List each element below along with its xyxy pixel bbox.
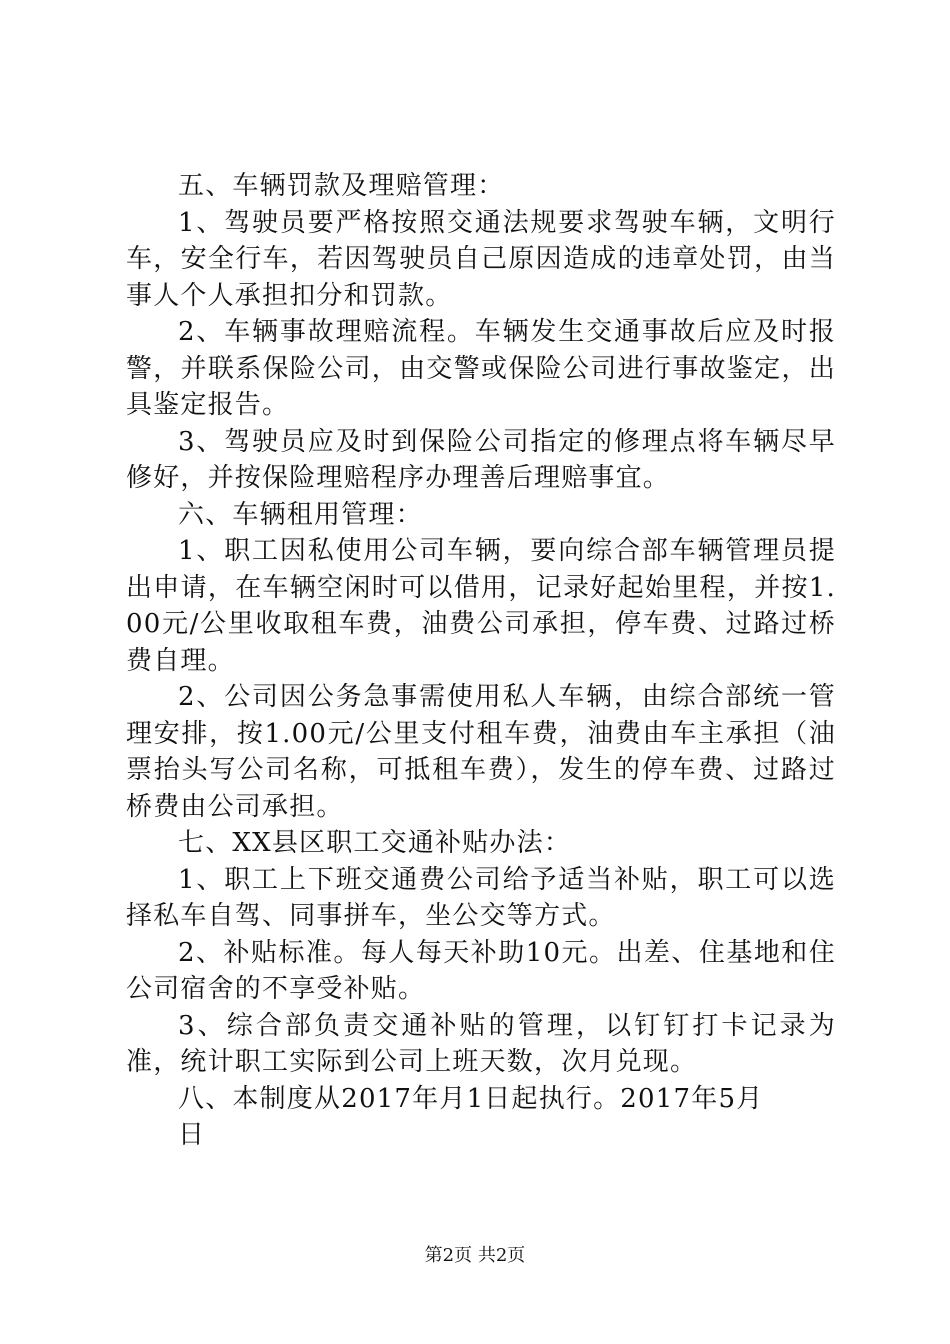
paragraph-7-2: 2、补贴标准。每人每天补助10元。出差、住基地和住公司宿舍的不享受补贴。	[126, 937, 836, 1004]
paragraph-7-1: 1、职工上下班交通费公司给予适当补贴，职工可以选择私车自驾、同事拼车，坐公交等方式。	[126, 864, 836, 931]
paragraph-5-3: 3、驾驶员应及时到保险公司指定的修理点将车辆尽早修好，并按保险理赔程序办理善后理赔事宜。	[126, 426, 836, 493]
section-heading-6: 六、车辆租用管理：	[178, 499, 423, 530]
document-body	[126, 168, 836, 1154]
page-footer: 第2页 共2页	[424, 1245, 526, 1266]
section-heading-7: 七、XX县区职工交通补贴办法：	[178, 828, 572, 858]
section-heading-5: 五、车辆罚款及理赔管理：	[178, 171, 505, 201]
paragraph-5-1: 1、驾驶员要严格按照交通法规要求驾驶车辆，文明行车，安全行车，若因驾驶员自己原因造成的违章处罚，由当事人个人承担扣分和罚款。	[126, 207, 836, 311]
paragraph-5-2: 2、车辆事故理赔流程。车辆发生交通事故后应及时报警，并联系保险公司，由交警或保险公司进行事故鉴定，出具鉴定报告。	[126, 317, 836, 420]
paragraph-6-1: 1、职工因私使用公司车辆，要向综合部车辆管理员提出申请，在车辆空闲时可以借用，记录好起始里程，并按1.00元/公里收取租车费，油费公司承担，停车费、过路过桥费自理。	[126, 536, 836, 676]
date-tail: 日	[178, 1120, 206, 1150]
paragraph-7-3: 3、综合部负责交通补贴的管理，以钉钉打卡记录为准，统计职工实际到公司上班天数，次月兑现。	[126, 1010, 836, 1077]
section-heading-8: 八、本制度从2017年月1日起执行。2017年5月	[178, 1083, 764, 1114]
paragraph-6-2: 2、公司因公务急事需使用私人车辆，由综合部统一管理安排，按1.00元/公里支付租车费，油费由车主承担（油票抬头写公司名称，可抵租车费），发生的停车费、过路过桥费由公司承担。	[126, 682, 836, 822]
